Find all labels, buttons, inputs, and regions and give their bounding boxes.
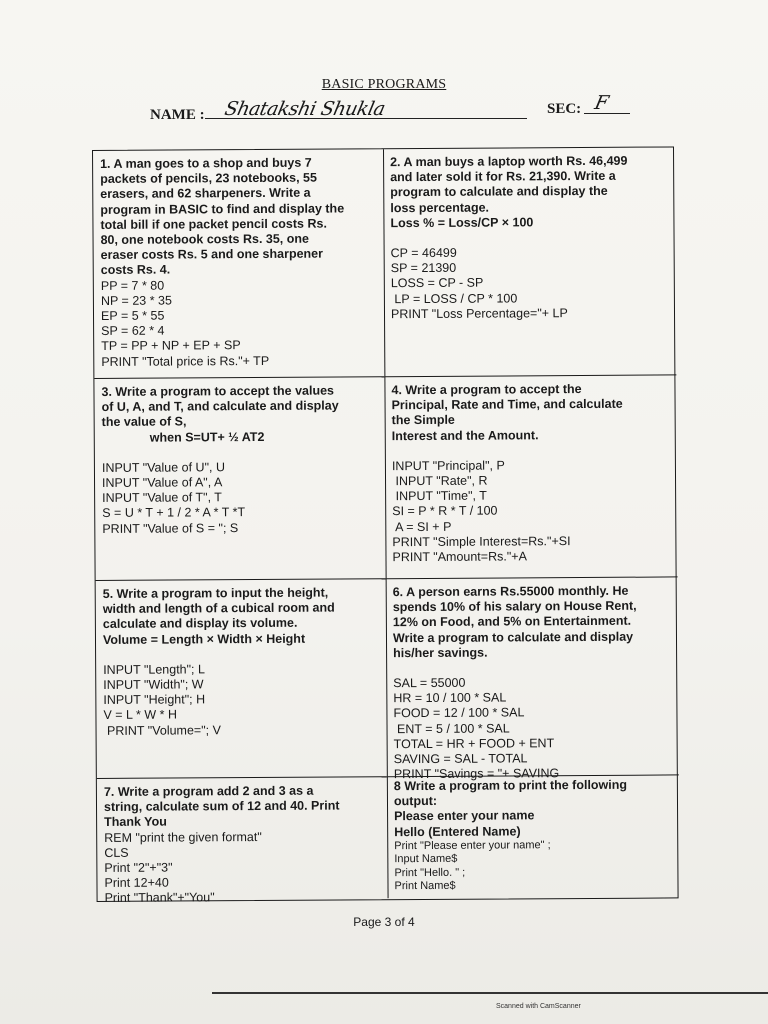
question-line: string, calculate sum of 12 and 40. Print: [103, 798, 340, 815]
page-number: Page 3 of 4: [353, 915, 415, 929]
question-line: 12% on Food, and 5% on Entertainment.: [392, 614, 632, 630]
question-text: [101, 383, 380, 446]
code-line: INPUT "Length"; L: [103, 662, 205, 677]
question-cell-7: [97, 776, 388, 906]
question-cell-3: [94, 376, 385, 580]
code-line: INPUT "Width"; W: [103, 677, 204, 692]
question-line: Write a program to calculate and display: [392, 629, 634, 645]
question-line: Volume = Length × Width × Height: [102, 631, 306, 647]
question-line: output:: [393, 794, 438, 809]
code-block: [393, 674, 675, 782]
code-line: PRINT "Value of S = "; S: [102, 520, 239, 536]
question-line: the Simple: [391, 413, 455, 428]
question-line: of U, A, and T, and calculate and display: [101, 398, 339, 415]
question-line: the value of S,: [101, 414, 187, 430]
question-line: calculate and display its volume.: [102, 616, 298, 632]
code-line: Print "Thank"+"You": [104, 890, 215, 906]
code-block: [101, 277, 381, 370]
code-block: [391, 244, 672, 322]
spacer: [393, 659, 674, 676]
question-line: Please enter your name: [394, 808, 535, 824]
code-line: SP = 21390: [390, 260, 457, 276]
question-line: 7. Write a program add 2 and 3 as a: [103, 783, 314, 799]
question-line: total bill if one packet pencil costs Rs.: [100, 216, 327, 232]
spacer: [102, 444, 381, 461]
question-text: [391, 381, 672, 444]
question-line: and later sold it for Rs. 21,390. Write a: [390, 169, 616, 185]
question-text: [393, 583, 674, 661]
code-line: Print 12+40: [104, 875, 169, 891]
question-line: 8 Write a program to print the following: [393, 777, 628, 794]
question-line: program in BASIC to find and display the: [100, 201, 345, 217]
question-line: 80, one notebook costs Rs. 35, one: [100, 231, 309, 247]
code-line: SI = P * R * T / 100: [392, 503, 498, 519]
code-line: INPUT "Value of U", U: [101, 460, 226, 475]
spacer: [391, 229, 672, 246]
code-line: CP = 46499: [390, 245, 457, 261]
code-line: INPUT "Value of A", A: [101, 475, 223, 490]
code-line: Print Name$: [394, 880, 456, 893]
code-line: NP = 23 * 35: [100, 293, 172, 308]
document-title: BASIC PROGRAMS: [321, 77, 447, 92]
code-line: V = L * W * H: [103, 707, 178, 723]
question-line: 4. Write a program to accept the: [391, 382, 582, 398]
question-cell-6: [386, 576, 679, 782]
code-block: [103, 661, 382, 739]
question-line: 1. A man goes to a shop and buys 7: [100, 155, 312, 171]
code-block: [394, 838, 675, 894]
code-line: SAL = 55000: [393, 675, 466, 691]
code-line: ENT = 5 / 100 * SAL: [393, 721, 510, 736]
question-line: erasers, and 62 sharpeners. Write a: [100, 186, 311, 202]
code-line: Print "Hello. " ;: [394, 866, 466, 879]
question-line: loss percentage.: [390, 200, 490, 215]
spacer: [392, 442, 673, 459]
question-line: 2. A man buys a laptop worth Rs. 46,499: [390, 153, 628, 170]
code-block: [392, 457, 674, 565]
code-line: PRINT "Volume="; V: [103, 722, 221, 738]
code-line: Input Name$: [394, 853, 458, 866]
section-label: SEC:: [547, 101, 582, 117]
questions-table: [92, 146, 679, 906]
code-block: [104, 829, 383, 907]
question-line: Loss % = Loss/CP × 100: [390, 215, 534, 230]
question-text: [103, 585, 382, 648]
code-line: INPUT "Rate", R: [391, 473, 488, 489]
code-line: FOOD = 12 / 100 * SAL: [393, 705, 525, 721]
code-line: TP = PP + NP + EP + SP: [101, 338, 241, 354]
code-line: PRINT "Simple Interest=Rs."+SI: [392, 533, 571, 550]
code-line: EP = 5 * 55: [100, 308, 165, 323]
code-line: PRINT "Loss Percentage="+ LP: [390, 305, 568, 322]
code-line: PRINT "Savings = "+ SAVING: [393, 766, 560, 782]
question-text: [104, 783, 383, 830]
scanner-watermark: Scanned with CamScanner: [496, 1003, 581, 1010]
code-line: PP = 7 * 80: [100, 278, 165, 293]
question-line: Interest and the Amount.: [391, 427, 539, 443]
question-text: [394, 777, 675, 840]
code-line: LOSS = CP - SP: [390, 276, 484, 291]
question-line: his/her savings.: [393, 645, 488, 660]
question-line: packets of pencils, 23 notebooks, 55: [100, 170, 317, 187]
code-line: S = U * T + 1 / 2 * A * T *T: [102, 505, 246, 521]
question-text: [390, 153, 671, 231]
code-line: REM "print the given format": [104, 829, 262, 845]
question-line: 6. A person earns Rs.55000 monthly. He: [392, 583, 629, 600]
question-cell-4: [384, 374, 677, 578]
question-line: Principal, Rate and Time, and calculate: [391, 396, 623, 413]
code-line: SAVING = SAL - TOTAL: [393, 751, 528, 767]
question-line: 3. Write a program to accept the values: [101, 383, 335, 399]
question-line: spends 10% of his salary on House Rent,: [392, 598, 637, 615]
code-line: TOTAL = HR + FOOD + ENT: [393, 736, 555, 751]
formula-line: when S=UT+ ½ AT2: [149, 429, 265, 445]
spacer: [103, 646, 382, 663]
question-cell-2: [383, 147, 676, 376]
code-line: INPUT "Value of T", T: [102, 490, 222, 506]
name-label: NAME :: [150, 107, 205, 123]
question-line: Hello (Entered Name): [394, 824, 521, 839]
code-block: [102, 459, 381, 537]
question-cell-8: [387, 774, 680, 898]
code-line: INPUT "Principal", P: [391, 458, 505, 473]
code-line: SP = 62 * 4: [101, 323, 165, 339]
code-line: CLS: [104, 845, 129, 860]
code-line: PRINT "Amount=Rs."+A: [392, 549, 527, 565]
handwritten-name: Shatakshi Shukla: [222, 98, 387, 120]
question-cell-1: [93, 149, 384, 378]
question-line: costs Rs. 4.: [100, 262, 171, 278]
code-line: PRINT "Total price is Rs."+ TP: [101, 353, 270, 369]
code-line: Print "Please enter your name" ;: [394, 839, 551, 852]
question-line: width and length of a cubical room and: [102, 600, 335, 617]
code-line: INPUT "Height"; H: [103, 692, 206, 708]
question-text: [100, 155, 380, 278]
code-line: LP = LOSS / CP * 100: [390, 291, 518, 306]
question-line: Thank You: [104, 814, 167, 830]
code-line: Print "2"+"3": [104, 860, 173, 875]
question-cell-5: [96, 578, 387, 778]
handwritten-section: F: [592, 92, 611, 114]
question-line: eraser costs Rs. 5 and one sharpener: [100, 246, 324, 263]
code-line: HR = 10 / 100 * SAL: [393, 690, 507, 706]
question-line: 5. Write a program to input the height,: [102, 585, 329, 601]
question-line: program to calculate and display the: [390, 184, 608, 200]
code-line: A = SI + P: [392, 519, 452, 534]
footer-rule: [212, 992, 768, 994]
code-line: INPUT "Time", T: [392, 488, 487, 504]
